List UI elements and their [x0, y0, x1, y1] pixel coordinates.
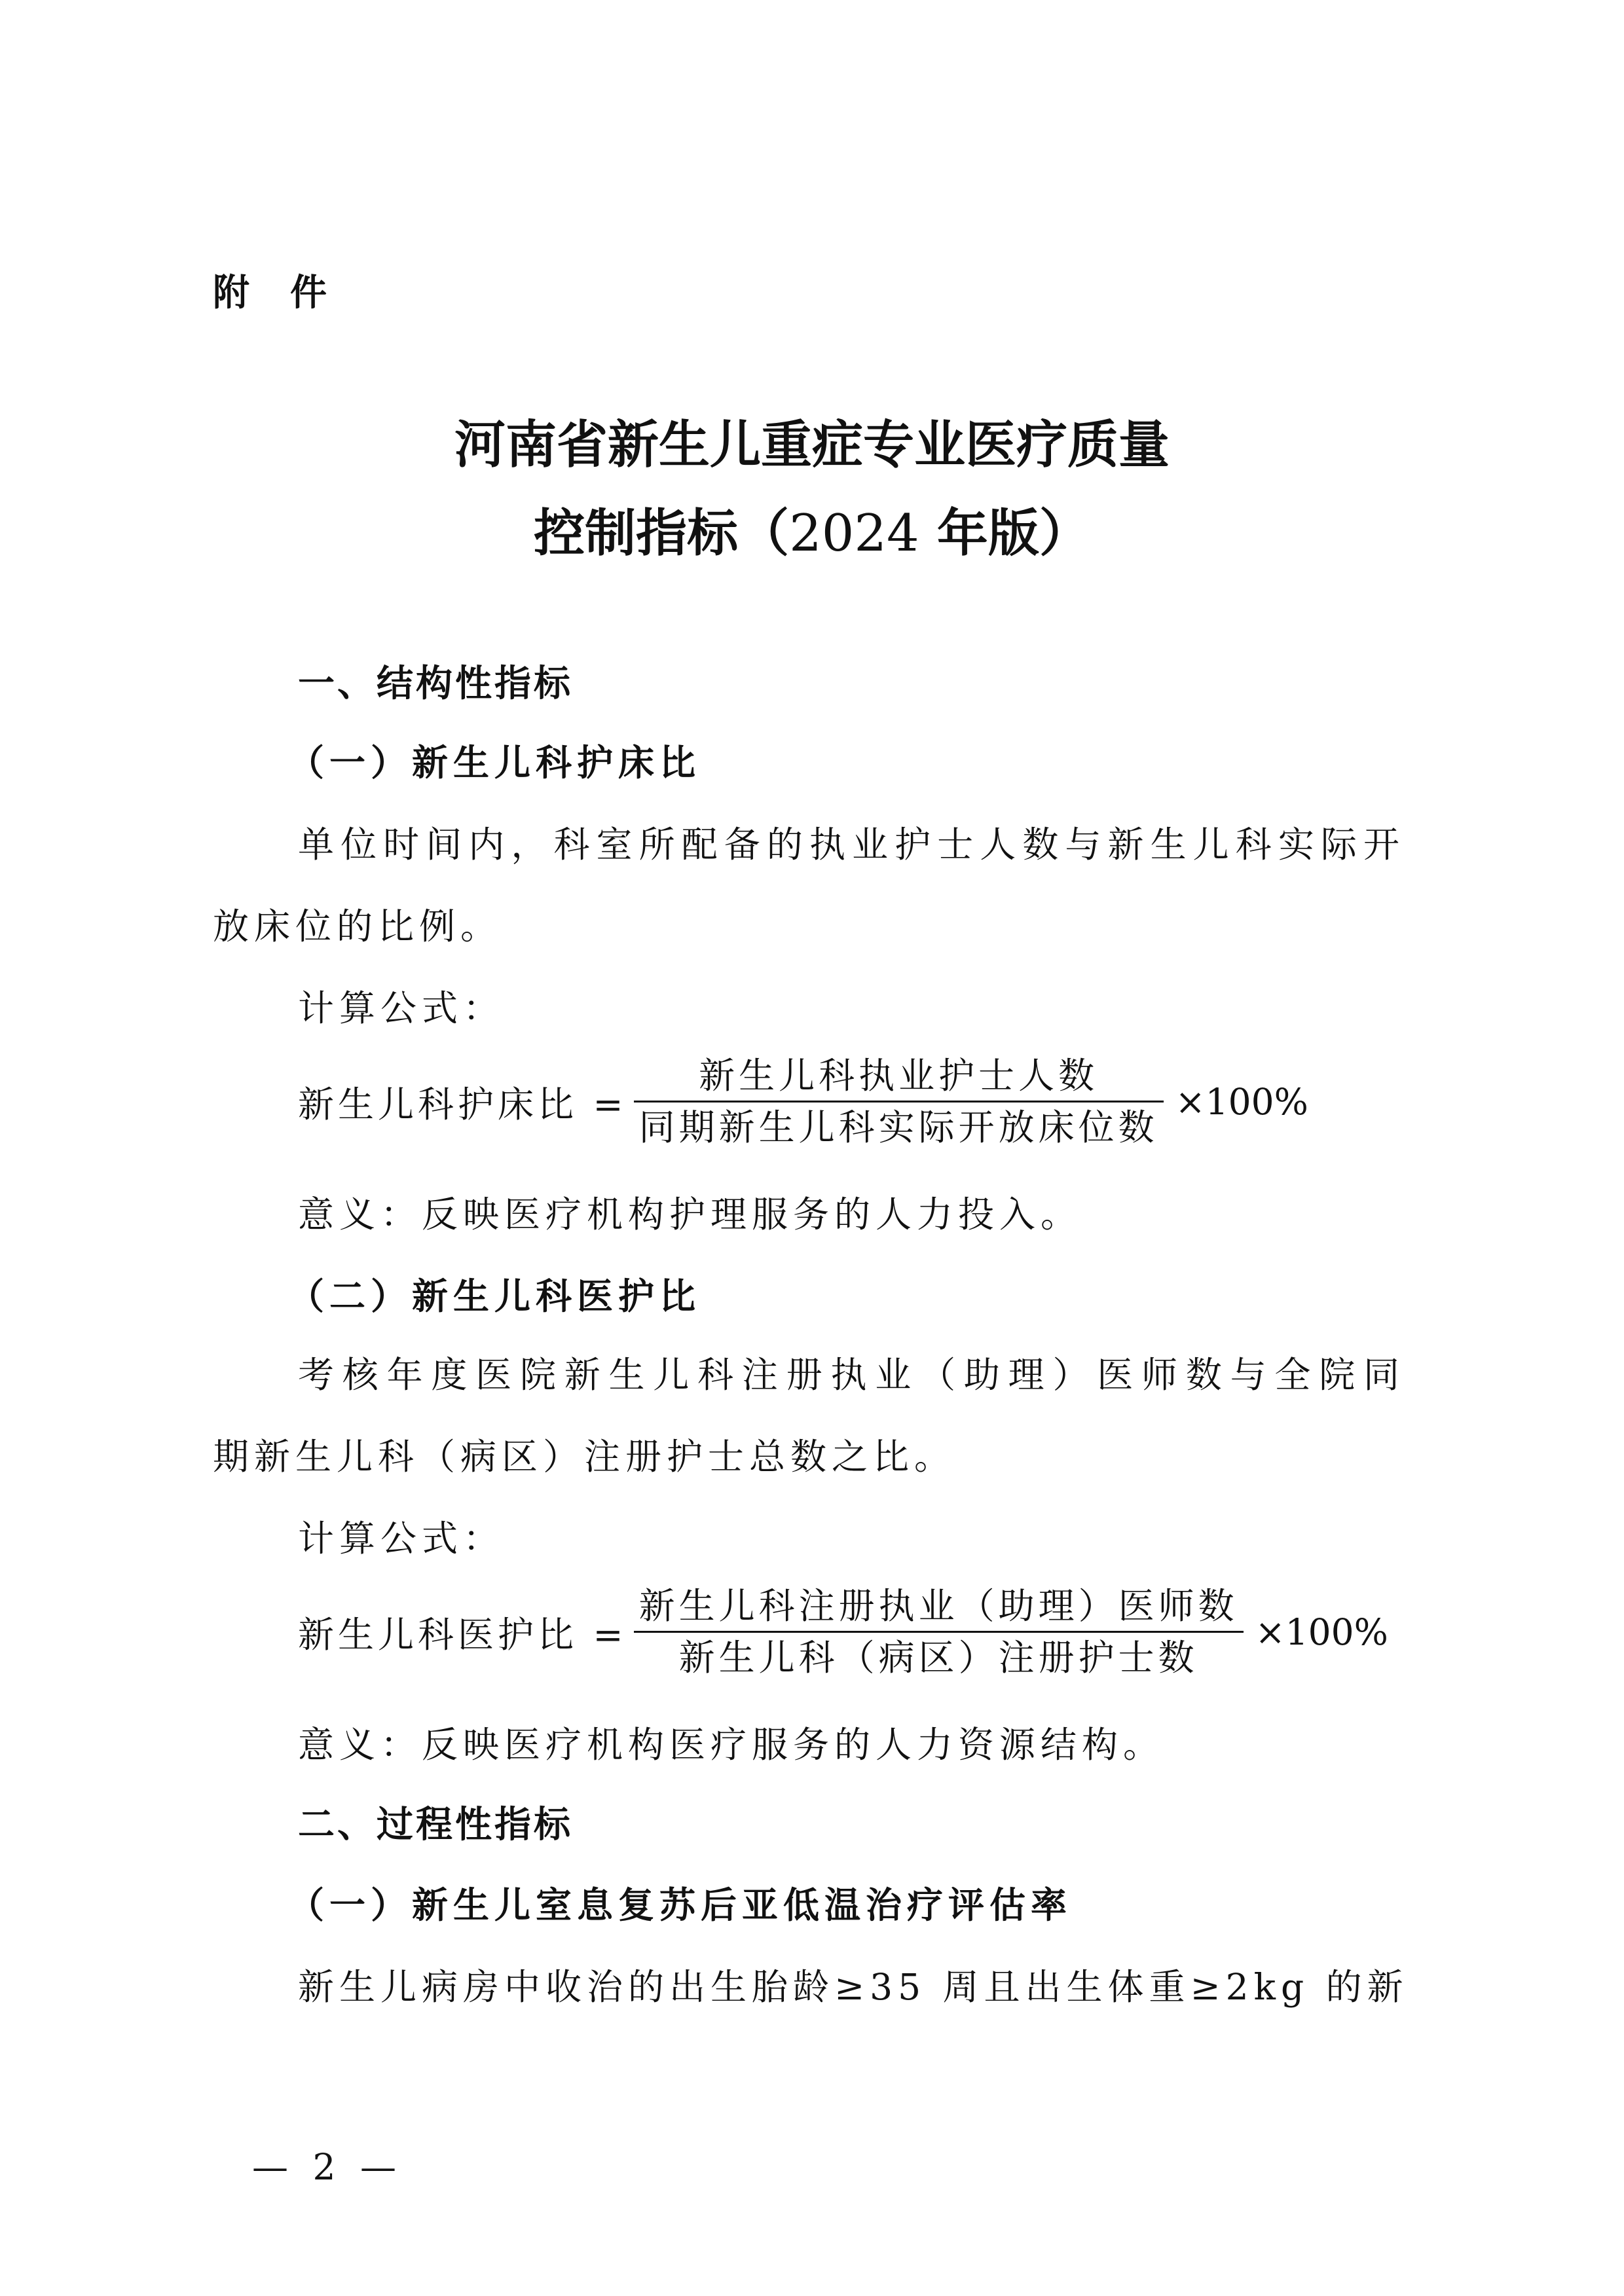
attachment-label: 附件: [213, 272, 367, 314]
section1-item2-definition-line1: 考核年度医院新生儿科注册执业（助理）医师数与全院同: [298, 1354, 1405, 1396]
section2-item1-heading: （一）新生儿室息复苏后亚低温治疗评估率: [288, 1884, 1073, 1926]
document-title-line1: 河南省新生儿重症专业医疗质量: [454, 416, 1170, 475]
formula-numerator: 新生儿科注册执业（助理）医师数: [638, 1585, 1238, 1627]
section1-item1-meaning: 意义：反映医疗机构护理服务的人力投入。: [298, 1194, 1082, 1235]
section1-item1-definition-line2: 放床位的比例。: [213, 905, 502, 947]
section1-item2-meaning: 意义：反映医疗机构医疗服务的人力资源结构。: [298, 1724, 1165, 1766]
formula-nurse-bed-ratio: [298, 1051, 1308, 1152]
formula-multiplier: ×100%: [1255, 1611, 1388, 1653]
title-year: 2024: [789, 504, 919, 563]
formula-lhs: 新生儿科医护比 =: [298, 1614, 627, 1656]
section1-item1-definition-line1: 单位时间内，科室所配备的执业护士人数与新生儿科实际开: [298, 824, 1405, 866]
section2-item1-definition-line1: 新生儿病房中收治的出生胎龄≥35 周且出生体重≥2kg 的新: [298, 1966, 1409, 2008]
title-prefix: 控制指标（: [534, 504, 790, 563]
formula-fraction: [634, 1581, 1244, 1683]
section1-heading: 一、结构性指标: [298, 663, 573, 705]
formula-numerator: 新生儿科执业护士人数: [699, 1055, 1099, 1097]
document-title-line2: [0, 501, 1624, 566]
section2-heading: 二、过程性指标: [298, 1804, 573, 1846]
formula-denominator: 新生儿科（病区）注册护士数: [678, 1637, 1198, 1679]
formula-fraction: [634, 1051, 1164, 1152]
formula-denominator: 同期新生儿科实际开放床位数: [638, 1106, 1158, 1148]
section1-item2-definition-line2: 期新生儿科（病区）注册护士总数之比。: [213, 1436, 956, 1478]
title-suffix: 年版）: [919, 504, 1090, 563]
section1-item2-formula-label: 计算公式：: [298, 1518, 505, 1559]
page-number: — 2 —: [252, 2146, 403, 2188]
section1-item1-heading: （一）新生儿科护床比: [288, 742, 701, 784]
formula-lhs: 新生儿科护床比 =: [298, 1084, 627, 1125]
formula-doctor-nurse-ratio: [298, 1581, 1388, 1683]
section1-item2-heading: （二）新生儿科医护比: [288, 1275, 701, 1317]
formula-multiplier: ×100%: [1175, 1080, 1308, 1123]
section1-item1-formula-label: 计算公式：: [298, 987, 505, 1029]
